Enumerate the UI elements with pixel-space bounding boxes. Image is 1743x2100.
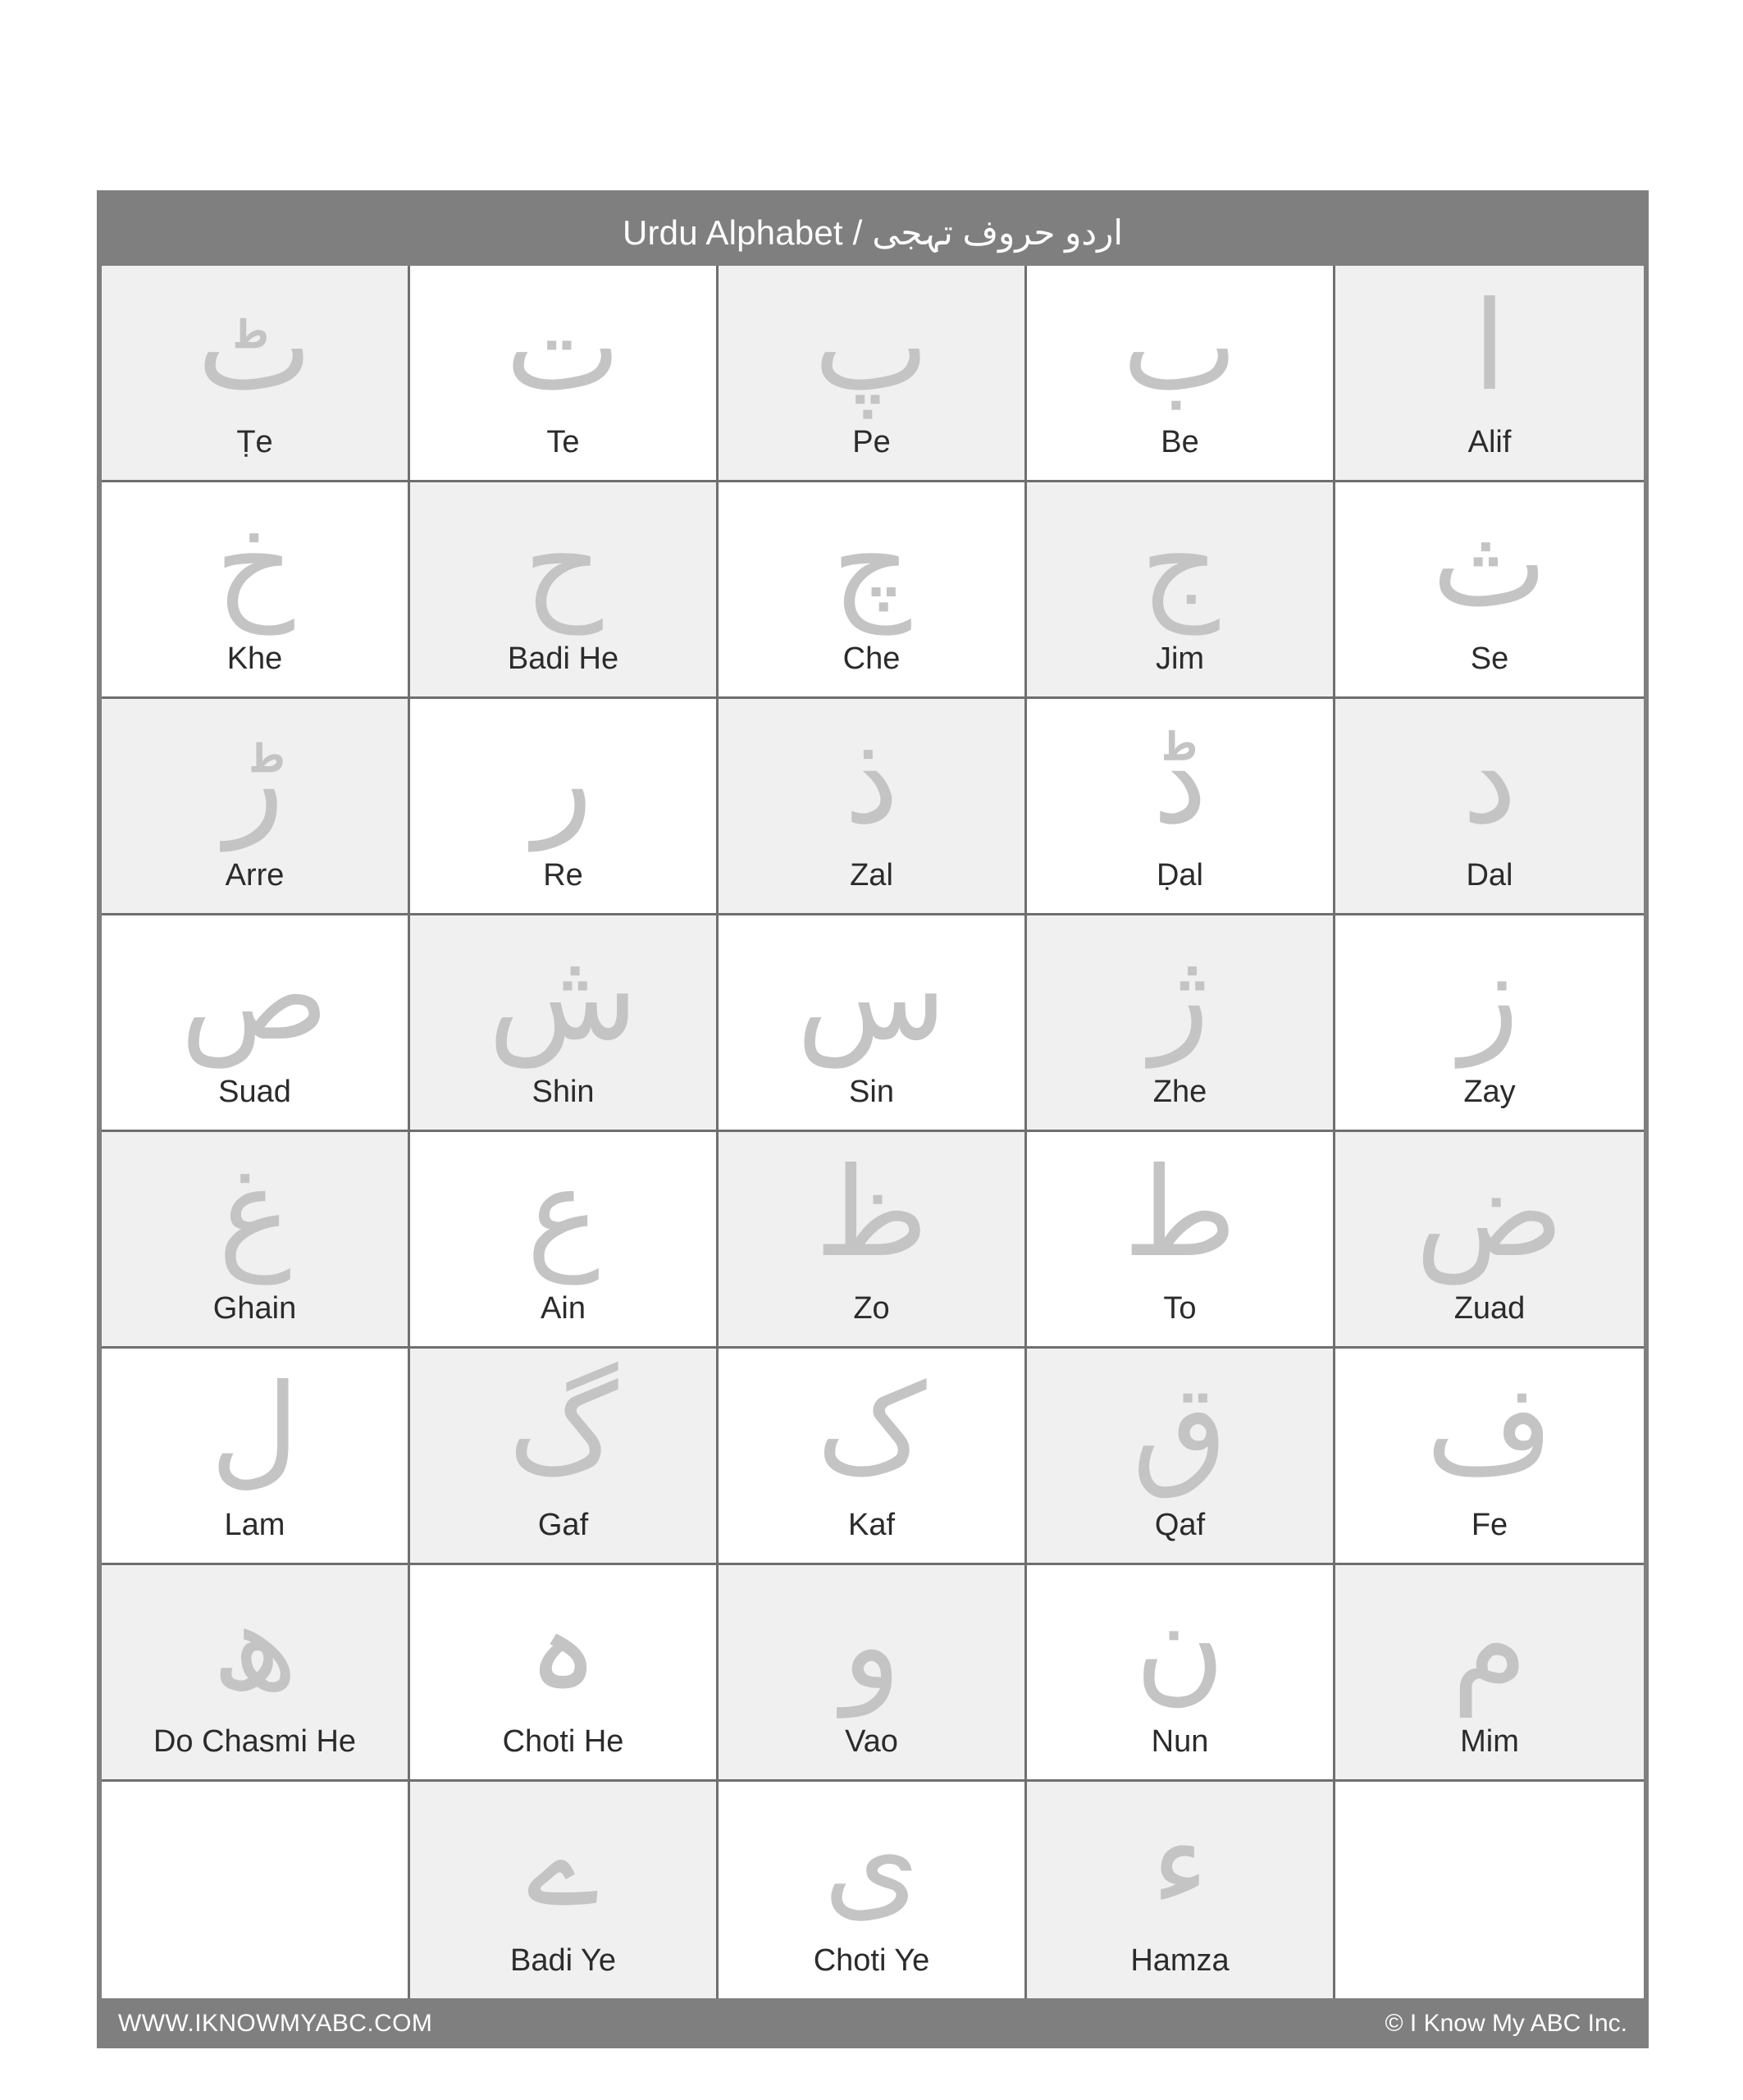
page-title: Urdu Alphabet / اردو حروف تہجی: [622, 212, 1124, 252]
urdu-letter-glyph: ف: [1426, 1358, 1554, 1501]
letter-cell: [1335, 1132, 1644, 1349]
letter-name-label: Zo: [853, 1291, 890, 1326]
urdu-letter-glyph: غ: [217, 1142, 292, 1285]
letter-cell: [1335, 1349, 1644, 1565]
urdu-letter-glyph: ہ: [527, 1575, 600, 1718]
letter-name-label: Se: [1470, 641, 1509, 676]
letter-name-label: To: [1163, 1291, 1197, 1326]
letter-name-label: Nun: [1151, 1724, 1209, 1759]
letter-name-label: Zay: [1463, 1075, 1516, 1109]
letter-name-label: Do Chasmi He: [153, 1724, 357, 1759]
urdu-letter-glyph: ع: [526, 1142, 600, 1285]
letter-name-label: Zal: [850, 858, 893, 892]
letter-cell: [1027, 699, 1335, 915]
letter-cell: [102, 699, 410, 915]
letter-name-label: Ṭe: [236, 425, 273, 459]
letter-name-label: Qaf: [1154, 1508, 1206, 1542]
urdu-letter-glyph: ح: [523, 492, 603, 635]
letter-name-label: Suad: [218, 1075, 291, 1109]
urdu-letter-glyph: ے: [527, 1792, 600, 1934]
letter-cell: [410, 1132, 719, 1349]
chart-title-bar: [102, 195, 1644, 266]
urdu-letter-glyph: ء: [1151, 1792, 1209, 1934]
letter-name-label: Fe: [1471, 1508, 1508, 1542]
letter-cell: [719, 1565, 1027, 1782]
urdu-letter-glyph: [102, 1787, 408, 1939]
letter-name-label: Kaf: [847, 1508, 896, 1542]
letter-name-label: Choti He: [502, 1724, 624, 1759]
letter-cell: [1335, 1565, 1644, 1782]
urdu-letter-glyph: پ: [813, 276, 930, 418]
letter-cell: [410, 1565, 719, 1782]
letter-cell: [102, 1132, 410, 1349]
urdu-letter-glyph: گ: [508, 1358, 618, 1501]
urdu-letter-glyph: ڈ: [1152, 709, 1207, 851]
letter-cell: [102, 1349, 410, 1565]
letter-name-label: Re: [543, 858, 583, 892]
letter-cell: [1335, 699, 1644, 915]
letter-cell: [102, 1782, 410, 1998]
letter-cell: [1027, 1565, 1335, 1782]
letter-name-label: Ḍal: [1156, 858, 1204, 892]
letter-name-label: Badi Ye: [510, 1943, 616, 1978]
letter-name-label: Zuad: [1453, 1291, 1526, 1326]
urdu-letter-glyph: ق: [1132, 1358, 1228, 1501]
urdu-letter-glyph: ی: [823, 1792, 920, 1934]
letter-cell: [1027, 1349, 1335, 1565]
letter-name-label: Badi He: [507, 641, 619, 676]
urdu-letter-glyph: ک: [816, 1358, 927, 1501]
letter-cell: [102, 266, 410, 482]
letter-cell: [102, 915, 410, 1132]
letter-name-label: Te: [546, 425, 580, 459]
letter-cell: [1027, 1132, 1335, 1349]
footer-copyright: © I Know My ABC Inc.: [1385, 2010, 1627, 2037]
letter-name-label: Alif: [1467, 425, 1512, 459]
letter-cell: [410, 482, 719, 699]
urdu-letter-glyph: ن: [1134, 1575, 1225, 1718]
letter-cell: [1335, 482, 1644, 699]
urdu-letter-glyph: ش: [487, 925, 639, 1068]
letter-cell: [410, 1782, 719, 1998]
urdu-letter-glyph: ط: [1123, 1142, 1237, 1285]
letter-cell: [1027, 1782, 1335, 1998]
letter-cell: [410, 699, 719, 915]
urdu-letter-glyph: س: [796, 925, 947, 1068]
urdu-letter-glyph: ل: [210, 1358, 299, 1501]
urdu-letter-glyph: ت: [504, 276, 622, 418]
urdu-letter-glyph: ا: [1472, 276, 1507, 418]
letter-name-label: Gaf: [537, 1508, 589, 1542]
letter-cell: [1027, 915, 1335, 1132]
letter-cell: [410, 1349, 719, 1565]
urdu-letter-glyph: ٹ: [196, 276, 313, 418]
letter-name-label: Ghain: [212, 1291, 297, 1326]
letter-name-label: Dal: [1466, 858, 1513, 892]
urdu-letter-glyph: ظ: [814, 1142, 929, 1285]
alphabet-grid: [102, 266, 1644, 1998]
urdu-letter-glyph: ژ: [1150, 925, 1210, 1068]
urdu-letter-glyph: ب: [1121, 276, 1239, 418]
letter-cell: [719, 915, 1027, 1132]
letter-cell: [1335, 266, 1644, 482]
urdu-letter-glyph: ز: [1459, 925, 1520, 1068]
alphabet-chart: [97, 190, 1649, 2003]
urdu-letter-glyph: و: [842, 1575, 901, 1718]
letter-cell: [719, 699, 1027, 915]
letter-cell: [102, 482, 410, 699]
urdu-letter-glyph: ض: [1415, 1142, 1564, 1285]
letter-name-label: Lam: [224, 1508, 285, 1542]
letter-name-label: Shin: [532, 1075, 595, 1109]
urdu-letter-glyph: ذ: [844, 709, 899, 851]
urdu-letter-glyph: ھ: [212, 1575, 298, 1718]
letter-cell: [410, 915, 719, 1132]
letter-name-label: Sin: [849, 1075, 894, 1109]
letter-cell: [1335, 1782, 1644, 1998]
footer-bar: [97, 1999, 1649, 2048]
letter-name-label: Ain: [541, 1291, 586, 1326]
letter-name-label: Choti Ye: [813, 1943, 930, 1978]
letter-cell: [1335, 915, 1644, 1132]
footer-website: WWW.IKNOWMYABC.COM: [118, 2010, 433, 2037]
letter-cell: [719, 1782, 1027, 1998]
letter-name-label: Jim: [1155, 641, 1205, 676]
letter-cell: [719, 266, 1027, 482]
letter-name-label: Khe: [226, 641, 283, 676]
urdu-letter-glyph: ص: [180, 925, 330, 1068]
letter-cell: [102, 1565, 410, 1782]
urdu-letter-glyph: ر: [533, 709, 593, 851]
letter-name-label: Zhe: [1152, 1075, 1207, 1109]
urdu-letter-glyph: ث: [1431, 492, 1548, 635]
letter-name-label: Mim: [1460, 1724, 1519, 1759]
letter-cell: [719, 1349, 1027, 1565]
urdu-letter-glyph: ج: [1140, 492, 1220, 635]
letter-name-label: Hamza: [1130, 1943, 1230, 1978]
letter-cell: [410, 266, 719, 482]
urdu-letter-glyph: م: [1451, 1575, 1528, 1718]
letter-name-label: Arre: [225, 858, 285, 892]
urdu-letter-glyph: چ: [832, 492, 911, 635]
letter-name-label: Pe: [852, 425, 891, 459]
letter-name-label: Vao: [845, 1724, 898, 1759]
letter-cell: [1027, 266, 1335, 482]
letter-name-label: Be: [1161, 425, 1199, 459]
urdu-letter-glyph: ڑ: [225, 709, 285, 851]
urdu-letter-glyph: [1335, 1787, 1644, 1939]
urdu-letter-glyph: خ: [215, 492, 294, 635]
letter-cell: [719, 482, 1027, 699]
letter-cell: [719, 1132, 1027, 1349]
letter-name-label: Che: [842, 641, 901, 676]
letter-cell: [1027, 482, 1335, 699]
urdu-letter-glyph: د: [1462, 709, 1517, 851]
